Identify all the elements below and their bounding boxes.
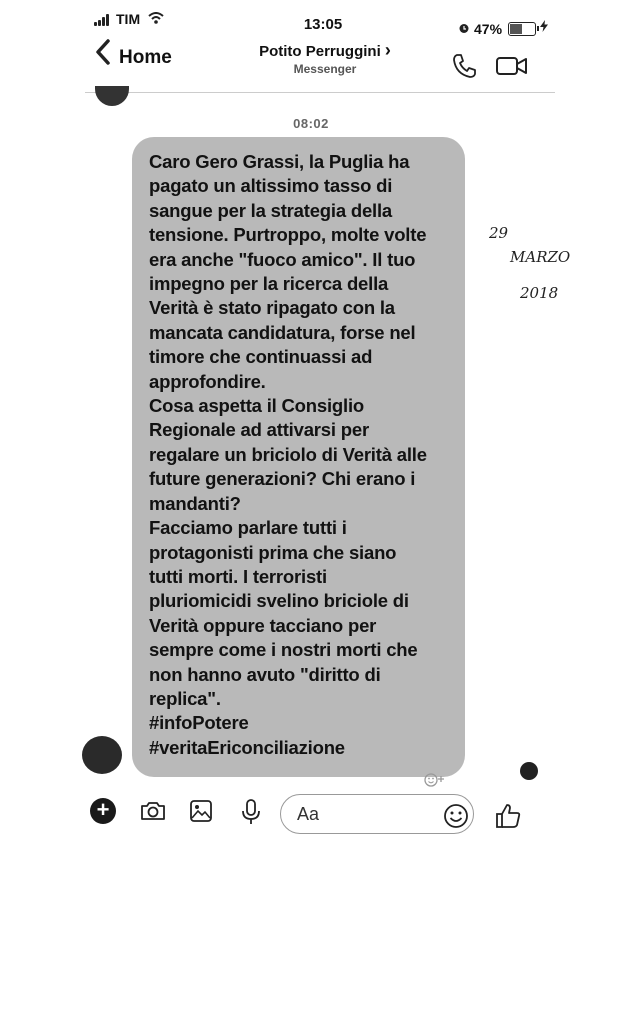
emoji-icon[interactable]: [443, 803, 467, 827]
phone-icon[interactable]: [451, 52, 479, 80]
chevron-left-icon[interactable]: [95, 38, 111, 72]
add-reaction-icon[interactable]: [422, 772, 452, 790]
camera-icon[interactable]: [140, 798, 166, 824]
handwritten-note-day: 29: [489, 224, 509, 242]
status-time: 13:05: [303, 16, 343, 33]
contact-avatar[interactable]: [95, 86, 129, 106]
read-receipt-avatar: [520, 762, 538, 780]
plus-icon[interactable]: +: [90, 798, 116, 824]
thumbs-up-icon[interactable]: [494, 802, 522, 830]
battery-percent: 47%: [474, 21, 503, 37]
chevron-right-icon: ›: [384, 40, 391, 60]
sender-avatar[interactable]: [82, 736, 122, 774]
microphone-icon[interactable]: [238, 798, 264, 824]
video-camera-icon[interactable]: [495, 52, 529, 80]
status-bar: [88, 10, 558, 37]
message-composer: [80, 794, 540, 838]
message-timestamp: 08:02: [293, 116, 329, 131]
message-input[interactable]: [295, 803, 429, 826]
carrier-name: TIM: [116, 11, 141, 27]
handwritten-note-month: MARZO: [510, 248, 571, 266]
message-text: Caro Gero Grassi, la Puglia ha pagato un altissimo tasso di sangue per la strategia della tensione. Purtroppo, molte volte era anche "fuoco amico". Il tuo impegno per la ricerca della Verità è stato ripagato con la mancata candidatura, forse nel timore che continuassi ad approfondire. Cosa aspetta il Consiglio Regionale ad attivarsi per regalare un briciolo di Verità alle future generazioni? Chi erano i mandanti? Facciamo parlare tutti i protagonisti prima che siano tutti morti. I terroristi pluriomicidi svelino briciole di Verità oppure tacciano per sempre come i nostri morti che non hanno avuto "diritto di replica". #infoPotere #veritaEriconciliazione: [149, 151, 427, 758]
back-button[interactable]: Home: [119, 47, 172, 68]
message-bubble[interactable]: [132, 137, 465, 777]
contact-name-text: Potito Perruggini: [259, 43, 381, 60]
contact-subtitle: Messenger: [293, 62, 357, 76]
handwritten-note-year: 2018: [520, 284, 559, 302]
contact-name[interactable]: [225, 40, 425, 61]
image-icon[interactable]: [188, 798, 214, 824]
conversation-header: [85, 30, 555, 93]
message-input-container: [280, 794, 474, 834]
